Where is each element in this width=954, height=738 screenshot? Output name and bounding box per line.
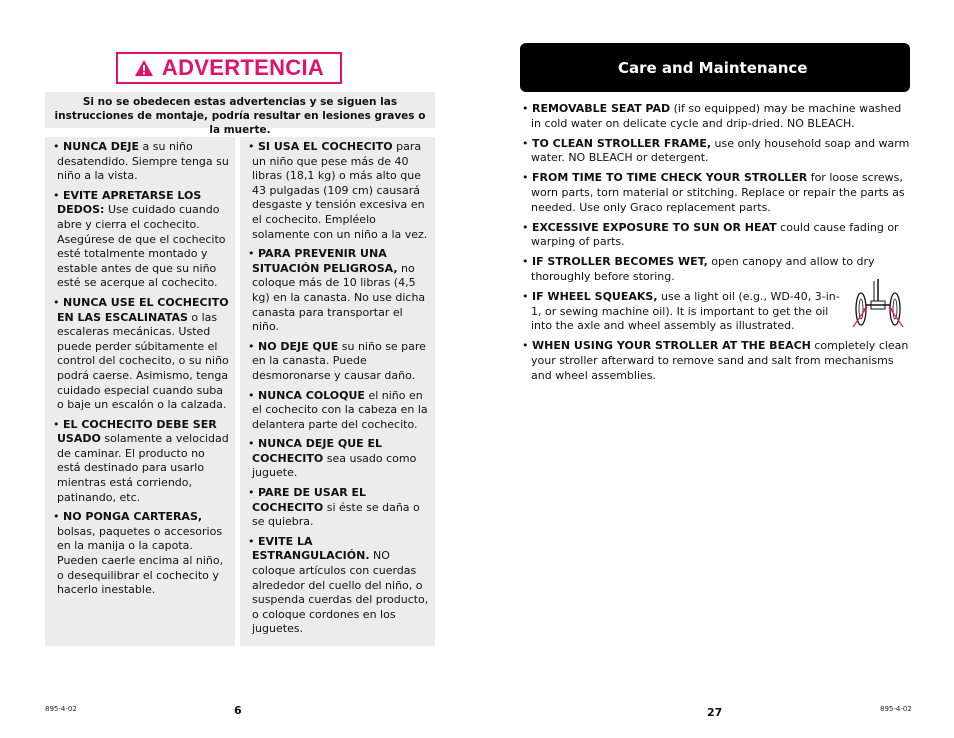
warning-item: • NO DEJE QUE su niño se pare en la canasta. Puede desmoronarse y causar daño. <box>248 339 426 382</box>
banner-title: ADVERTENCIA <box>161 55 325 80</box>
wheel-oiling-illustration <box>849 277 907 333</box>
warning-item: • NO PONGA CARTERAS, bolsas, paquetes o accesorios en la manija o la capota. Pueden caerle encima al niño, o desequilibrar el cochecito y hacerlo inestable. <box>53 510 224 597</box>
warning-item: • PARE DE USAR EL COCHECITO si éste se daña o se quiebra. <box>248 486 420 529</box>
warning-item: • SI USA EL COCHECITO para un niño que pese más de 40 libras (18,1 kg) o más alto que 43 pulgadas (109 cm) causará desgaste y tensión excesiva en el cochecito. Empléelo solamente con un niño a la vez. <box>248 140 428 241</box>
care-list <box>522 102 910 389</box>
section-header <box>520 43 910 92</box>
care-item: • WHEN USING YOUR STROLLER AT THE BEACH completely clean your stroller afterward to remove sand and salt from mechanisms and wheel assemblies. <box>522 339 909 382</box>
page-number: 6 <box>234 704 242 717</box>
care-item: • FROM TIME TO TIME CHECK YOUR STROLLER for loose screws, worn parts, torn material or stitching. Replace or repair the parts as needed. Use only Graco replacement parts. <box>522 171 905 214</box>
doc-code: 895-4-02 <box>880 705 912 713</box>
care-item: • EXCESSIVE EXPOSURE TO SUN OR HEAT could cause fading or warping of parts. <box>522 220 899 249</box>
care-item: • IF WHEEL SQUEAKS, use a light oil (e.g., WD-40, 3-in-1, or sewing machine oil). It is important to get the oil into the axle and wheel assembly as illustrated. <box>522 290 840 333</box>
care-item: • REMOVABLE SEAT PAD (if so equipped) may be machine washed in cold water on delicate cycle and drip-dried. NO BLEACH. <box>522 102 902 130</box>
warning-item: • PARA PREVENIR UNA SITUACIÓN PELIGROSA, no coloque más de 10 libras (4,5 kg) en la canasta. No use dicha canasta para transportar el niño. <box>248 247 426 334</box>
warning-item: • NUNCA COLOQUE el niño en el cochecito con la cabeza en la delantera parte del cochecito. <box>248 388 428 431</box>
warning-item: • NUNCA DEJE QUE EL COCHECITO sea usado como juguete. <box>248 437 417 480</box>
page-number: 27 <box>707 706 723 719</box>
warning-item: • EVITE APRETARSE LOS DEDOS: Use cuidado cuando abre y cierra el cochecito. Asegúrese de que el cochecito esté totalmente montado y estable antes de que su niño esté se acerque al cochecito. <box>53 188 226 290</box>
warning-intro: Si no se obedecen estas advertencias y se siguen las instrucciones de montaje, podría resultar en lesiones graves o la muerte. <box>45 92 435 128</box>
warning-item: • EVITE LA ESTRANGULACIÓN. NO coloque artículos con cuerdas alrededor del cuello del niño, o suspenda cuerdas del producto, o coloque cordones en los juguetes. <box>248 534 429 636</box>
warning-column-right <box>240 137 435 646</box>
section-title: Care and Maintenance <box>618 58 808 77</box>
warning-column-left <box>45 137 235 646</box>
warning-item: • EL COCHECITO DEBE SER USADO solamente a velocidad de caminar. El producto no está destinado para usarlo mientras está corriendo, patinando, etc. <box>53 417 229 504</box>
care-item: • TO CLEAN STROLLER FRAME, use only household soap and warm water. NO BLEACH or detergent. <box>522 136 910 165</box>
warning-triangle-icon <box>134 59 154 77</box>
warning-item: • NUNCA DEJE a su niño desatendido. Siempre tenga su niño a la vista. <box>53 140 229 183</box>
warning-item: • NUNCA USE EL COCHECITO EN LAS ESCALINATAS o las escaleras mecánicas. Usted puede perder súbitamente el control del cochecito, o su niño podrá caerse. Asimismo, tenga cuidado especial cuando suba o baje un escalón o la calzada. <box>53 295 229 412</box>
doc-code: 895-4-02 <box>45 705 77 713</box>
warning-banner <box>116 52 342 84</box>
care-item: • IF STROLLER BECOMES WET, open canopy and allow to dry thoroughly before storing. <box>522 255 875 283</box>
